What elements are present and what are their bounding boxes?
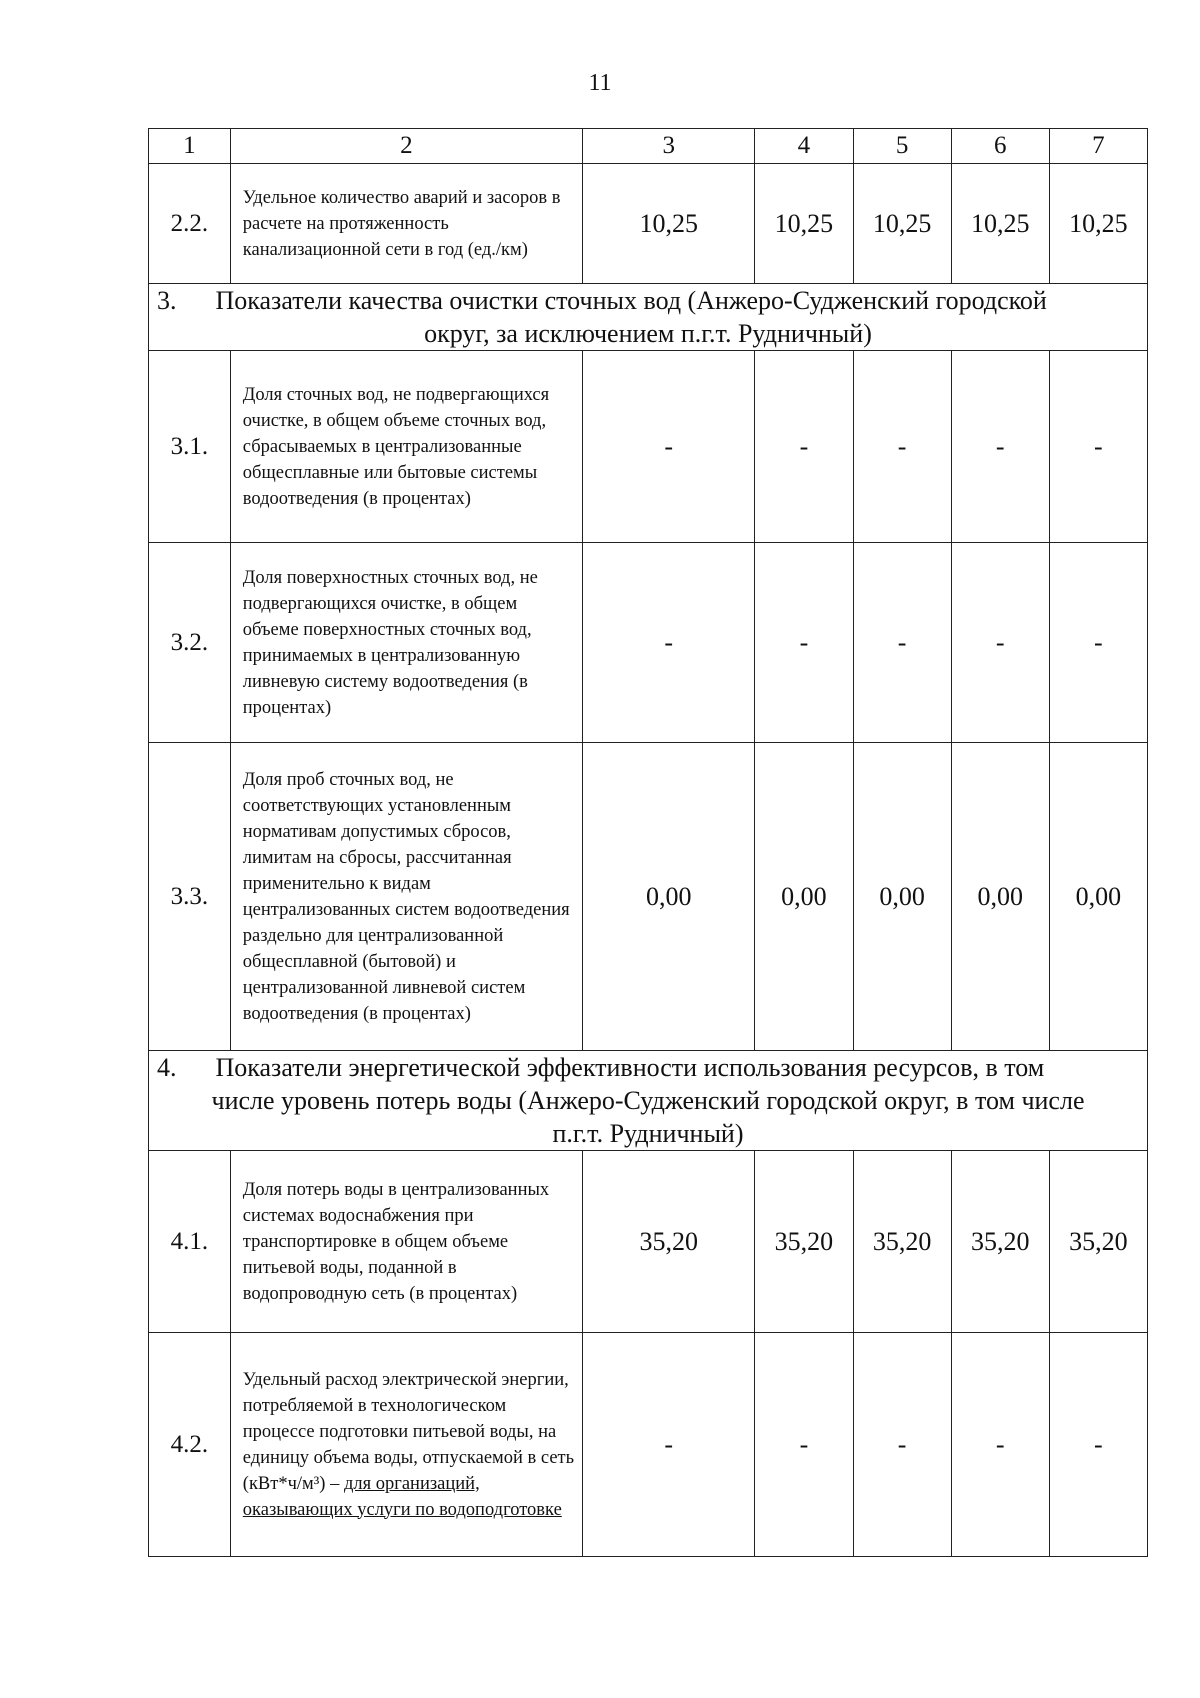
value-cell: 35,20 — [755, 1151, 853, 1333]
table-row — [149, 743, 1148, 1051]
section-title-line: Показатели энергетической эффективности использования ресурсов, в том — [215, 1053, 1045, 1082]
value-cell: 10,25 — [755, 164, 853, 284]
value-cell: - — [1049, 543, 1147, 743]
value-cell: - — [583, 543, 755, 743]
row-description: Доля сточных вод, не подвергающихся очистке, в общем объеме сточных вод, сбрасываемых в централизованные общесплавные или бытовые системы водоотведения (в процентах) — [230, 351, 582, 543]
section-title-line: Показатели качества очистки сточных вод (Анжеро-Судженский городской — [215, 286, 1047, 315]
value-cell: - — [1049, 351, 1147, 543]
table-row — [149, 351, 1148, 543]
row-number: 3.2. — [149, 543, 231, 743]
value-cell: - — [853, 351, 951, 543]
value-cell: 35,20 — [853, 1151, 951, 1333]
row-number: 4.2. — [149, 1333, 231, 1557]
row-number: 3.1. — [149, 351, 231, 543]
page-number: 11 — [588, 70, 612, 96]
section-title — [149, 284, 1148, 351]
section-row — [149, 284, 1148, 351]
section-number: 3. — [157, 286, 177, 315]
row-description: Удельное количество аварий и засоров в расчете на протяженность канализационной сети в год (ед./км) — [230, 164, 582, 284]
value-cell: - — [951, 1333, 1049, 1557]
table-row — [149, 164, 1148, 284]
value-cell: 10,25 — [583, 164, 755, 284]
value-cell: 0,00 — [853, 743, 951, 1051]
value-cell: - — [951, 351, 1049, 543]
value-cell: - — [583, 351, 755, 543]
table-row — [149, 1333, 1148, 1557]
header-cell: 3 — [583, 129, 755, 164]
header-row — [149, 129, 1148, 164]
value-cell: - — [755, 543, 853, 743]
header-cell: 2 — [230, 129, 582, 164]
value-cell: 10,25 — [1049, 164, 1147, 284]
value-cell: - — [1049, 1333, 1147, 1557]
header-cell: 1 — [149, 129, 231, 164]
section-title-line: числе уровень потерь воды (Анжеро-Судженский городской округ, в том числе — [211, 1086, 1085, 1115]
value-cell: 10,25 — [853, 164, 951, 284]
value-cell: - — [853, 543, 951, 743]
header-cell: 6 — [951, 129, 1049, 164]
value-cell: - — [755, 1333, 853, 1557]
row-description: Доля потерь воды в централизованных системах водоснабжения при транспортировке в общем объеме питьевой воды, поданной в водопроводную сеть (в процентах) — [230, 1151, 582, 1333]
value-cell: 35,20 — [583, 1151, 755, 1333]
header-cell: 4 — [755, 129, 853, 164]
row-description: Доля проб сточных вод, не соответствующих установленным нормативам допустимых сбросов, лимитам на сбросы, рассчитанная применительно к видам централизованных систем водоотведения раздельно для централизованной общесплавной (бытовой) и централизованной ливневой систем водоотведения (в процентах) — [230, 743, 582, 1051]
indicators-table — [148, 128, 1148, 1557]
row-description: Доля поверхностных сточных вод, не подвергающихся очистке, в общем объеме поверхностных сточных вод, принимаемых в централизованную ливневую систему водоотведения (в процентах) — [230, 543, 582, 743]
value-cell: - — [583, 1333, 755, 1557]
header-cell: 7 — [1049, 129, 1147, 164]
row-description-underlined: для организаций, оказывающих услуги по водоподготовке — [242, 1473, 562, 1520]
row-number: 3.3. — [149, 743, 231, 1051]
row-description — [230, 1333, 582, 1557]
section-title-line: п.г.т. Рудничный) — [552, 1119, 744, 1148]
row-number: 4.1. — [149, 1151, 231, 1333]
table-row — [149, 543, 1148, 743]
value-cell: - — [951, 543, 1049, 743]
value-cell: 35,20 — [1049, 1151, 1147, 1333]
value-cell: 35,20 — [951, 1151, 1049, 1333]
value-cell: - — [853, 1333, 951, 1557]
value-cell: 10,25 — [951, 164, 1049, 284]
value-cell: 0,00 — [583, 743, 755, 1051]
section-title-line: округ, за исключением п.г.т. Рудничный) — [424, 319, 872, 348]
value-cell: 0,00 — [755, 743, 853, 1051]
section-row — [149, 1051, 1148, 1151]
value-cell: - — [755, 351, 853, 543]
row-number: 2.2. — [149, 164, 231, 284]
table-row — [149, 1151, 1148, 1333]
header-cell: 5 — [853, 129, 951, 164]
value-cell: 0,00 — [951, 743, 1049, 1051]
value-cell: 0,00 — [1049, 743, 1147, 1051]
section-title — [149, 1051, 1148, 1151]
row-description-text: Удельный расход электрической энергии, потребляемой в технологическом процессе подготовки питьевой воды, на единицу объема воды, отпускаемой в сеть (кВт*ч/м³) – — [242, 1369, 575, 1494]
section-number: 4. — [157, 1053, 177, 1082]
